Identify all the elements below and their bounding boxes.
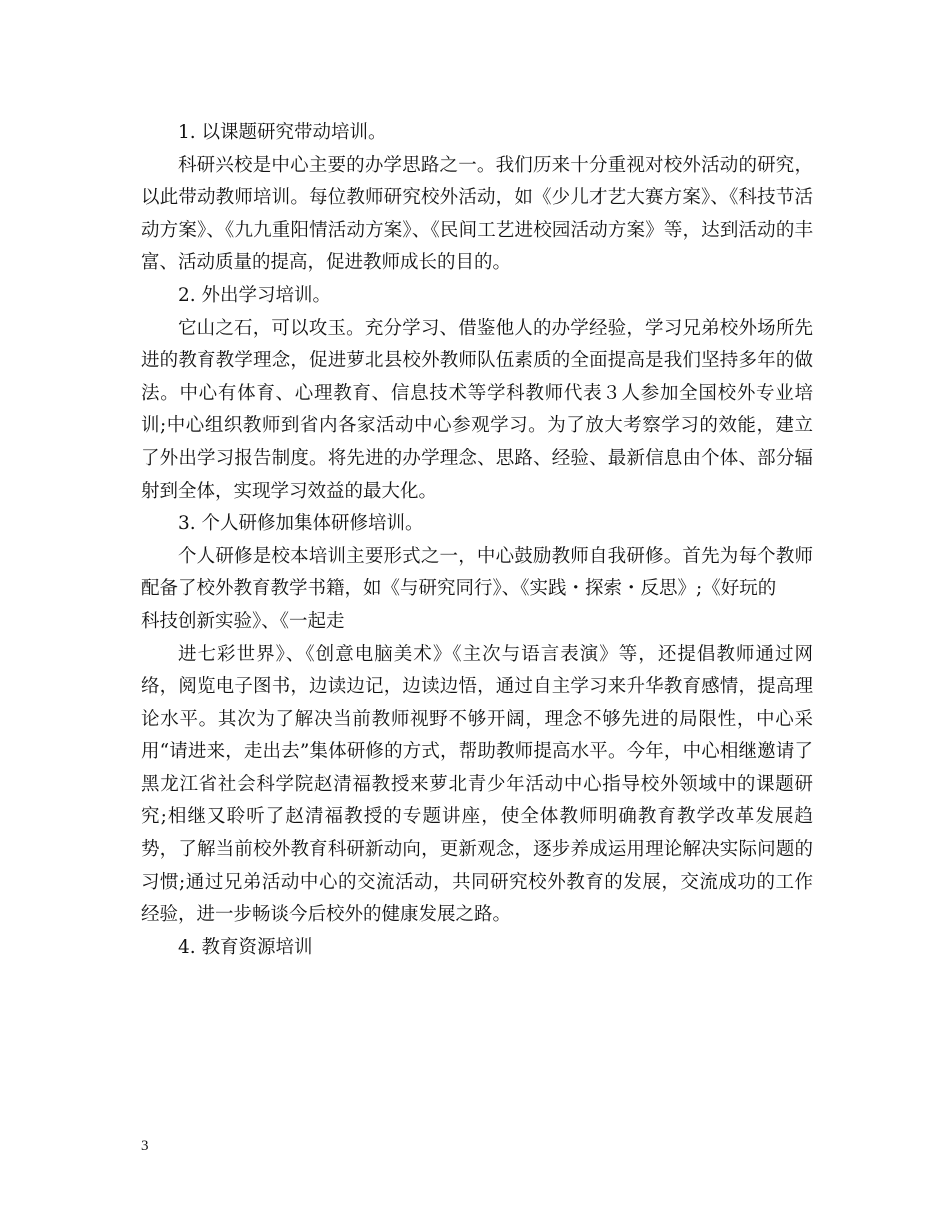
section-heading-4: 4. 教育资源培训 bbox=[178, 936, 313, 958]
paragraph-research: 科研兴校是中心主要的办学思路之一。我们历来十分重视对校外活动的研究，以此带动教师培训。每位教师研究校外活动，如《少儿才艺大赛方案》、《科技节活动方案》、《九九重阳情活动方案》、《民间工艺进校园活动方案》等，达到活动的丰富、活动质量的提高，促进教师成长的目的。 bbox=[141, 154, 813, 274]
paragraph-self-study-part2: 科技创新实验》、《一起走 bbox=[141, 610, 345, 632]
section-heading-2: 2. 外出学习培训。 bbox=[178, 284, 332, 306]
section-heading-1: 1. 以课题研究带动培训。 bbox=[178, 122, 387, 143]
page-number: 3 bbox=[141, 1138, 149, 1154]
paragraph-external-study: 它山之石，可以攻玉。充分学习、借鉴他人的办学经验，学习兄弟校外场所先进的教育教学理念，促进萝北县校外教师队伍素质的全面提高是我们坚持多年的做法。中心有体育、心理教育、信息技术等学科教师代表３人参加全国校外专业培训;中心组织教师到省内各家活动中心参观学习。为了放大考察学习的效能，建立了外出学习报告制度。将先进的办学理念、思路、经验、最新信息由个体、部分辐射到全体，实现学习效益的最大化。 bbox=[141, 317, 813, 502]
paragraph-self-study-part1: 个人研修是校本培训主要形式之一，中心鼓励教师自我研修。首先为每个教师配备了校外教育教学书籍，如《与研究同行》、《实践・探索・反思》;《好玩的 bbox=[141, 545, 813, 600]
paragraph-self-study-part3: 进七彩世界》、《创意电脑美术》《主次与语言表演》等，还提倡教师通过网络，阅览电子图书，边读边记，边读边悟，通过自主学习来升华教育感情，提高理论水平。其次为了解决当前教师视野不够开阔，理念不够先进的局限性，中心采用“请进来，走出去”集体研修的方式，帮助教师提高水平。今年，中心相继邀请了黑龙江省社会科学院赵清福教授来萝北青少年活动中心指导校外领域中的课题研究;相继又聆听了赵清福教授的专题讲座，使全体教师明确教育教学改革发展趋势，了解当前校外教育科研新动向，更新观念，逐步养成运用理论解决实际问题的习惯;通过兄弟活动中心的交流活动，共同研究校外教育的发展，交流成功的工作经验，进一步畅谈今后校外的健康发展之路。 bbox=[141, 643, 813, 926]
section-heading-3: 3. 个人研修加集体研修培训。 bbox=[178, 513, 424, 535]
document-body bbox=[141, 117, 813, 964]
